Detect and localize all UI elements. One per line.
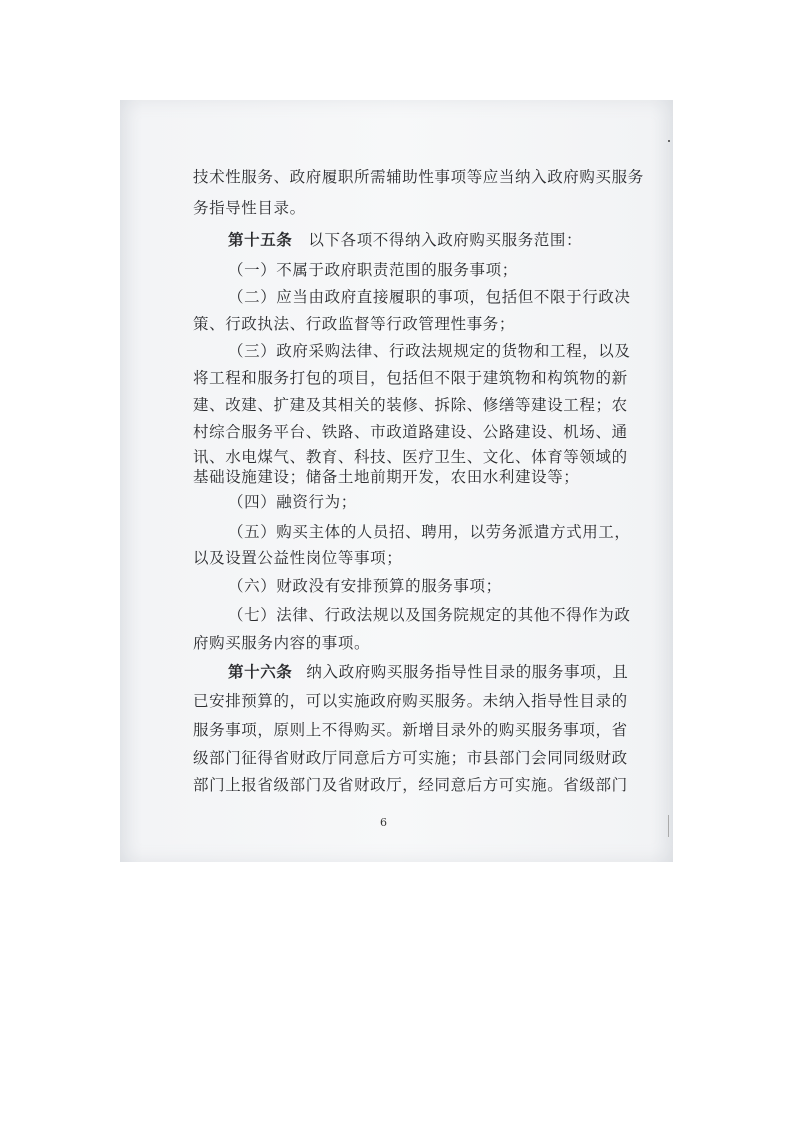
- article-text: 以下各项不得纳入政府购买服务范围：: [308, 231, 583, 249]
- text-line: 府购买服务内容的事项。: [193, 634, 371, 652]
- text-line: 级部门征得省财政厅同意后方可实施；市县部门会同同级财政: [193, 749, 628, 767]
- article-16-heading: [228, 660, 629, 682]
- text-line: 已安排预算的，可以实施政府购买服务。未纳入指导性目录的: [193, 692, 628, 710]
- text-line: （五）购买主体的人员招、聘用，以劳务派遣方式用工，: [228, 523, 631, 541]
- article-text: 纳入政府购买服务指导性目录的服务事项，且: [306, 663, 629, 681]
- text-line: 将工程和服务打包的项目，包括但不限于建筑物和构筑物的新: [193, 369, 628, 387]
- text-line: （二）应当由政府直接履职的事项，包括但不限于行政决: [228, 288, 631, 306]
- text-line: 务指导性目录。: [193, 199, 306, 217]
- text-line: 村综合服务平台、铁路、市政道路建设、公路建设、机场、通: [193, 423, 628, 441]
- text-line: （六）财政没有安排预算的服务事项；: [228, 577, 502, 595]
- text-line: （七）法律、行政法规以及国务院规定的其他不得作为政: [228, 606, 631, 624]
- scan-edge-mark: [668, 815, 669, 837]
- text-line: 建、改建、扩建及其相关的装修、拆除、修缮等建设工程；农: [193, 396, 628, 414]
- scan-speck: [668, 140, 670, 142]
- text-line: 以及设置公益性岗位等事项；: [193, 549, 403, 567]
- article-label: 第十六条: [228, 662, 293, 681]
- text-line: 讯、水电煤气、教育、科技、医疗卫生、文化、体育等领域的: [193, 448, 628, 466]
- text-line: （四）融资行为；: [228, 493, 357, 511]
- article-label: 第十五条: [228, 230, 293, 249]
- text-line: 部门上报省级部门及省财政厅，经同意后方可实施。省级部门: [193, 776, 628, 794]
- text-line: 服务事项，原则上不得购买。新增目录外的购买服务事项，省: [193, 721, 628, 739]
- text-line: 技术性服务、政府履职所需辅助性事项等应当纳入政府购买服务: [193, 168, 644, 186]
- text-line: （一）不属于政府职责范围的服务事项；: [228, 261, 518, 279]
- text-line: 策、行政执法、行政监督等行政管理性事务；: [193, 315, 516, 333]
- text-line: 基础设施建设；储备土地前期开发，农田水利建设等；: [193, 468, 580, 486]
- page-number: 6: [380, 816, 387, 829]
- article-15-heading: [228, 228, 582, 250]
- text-line: （三）政府采购法律、行政法规规定的货物和工程，以及: [228, 342, 631, 360]
